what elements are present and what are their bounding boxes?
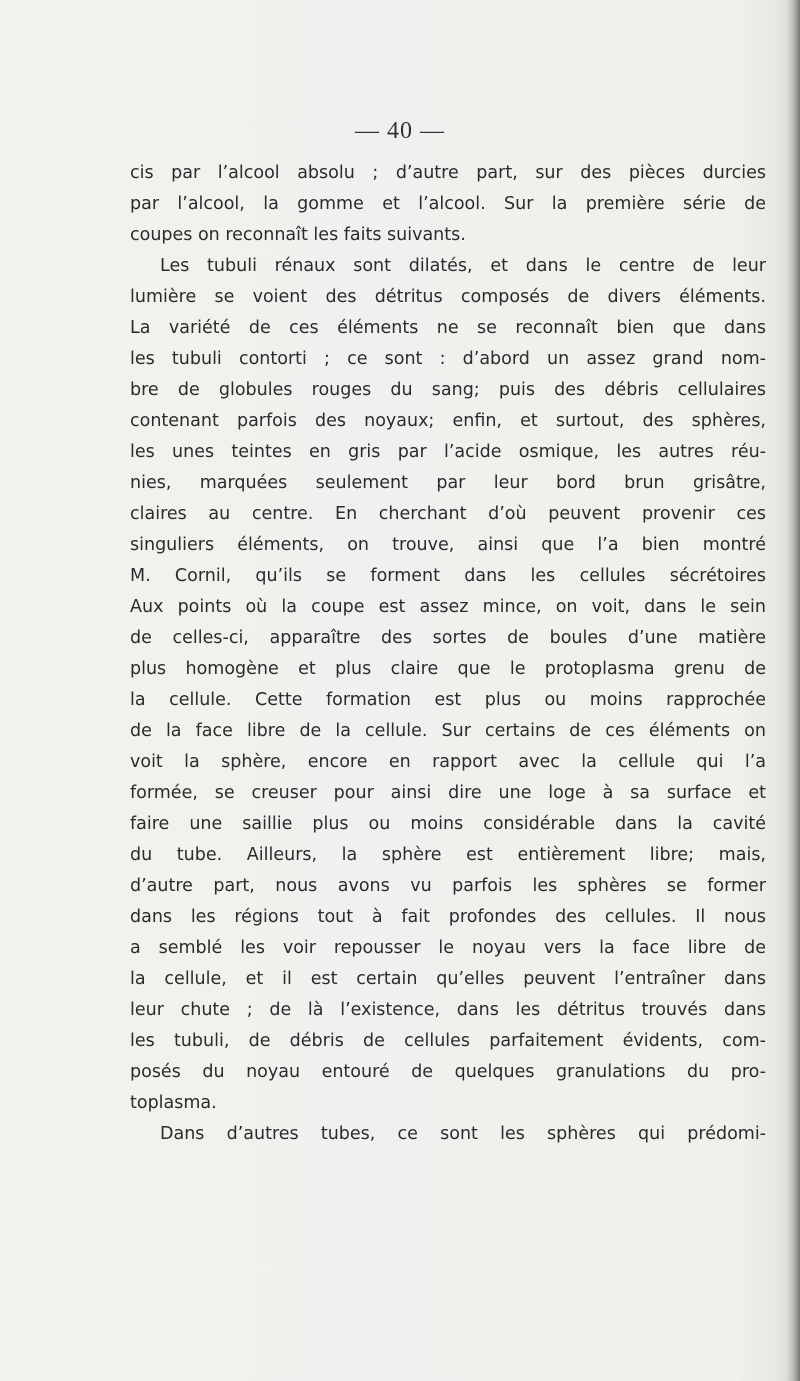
text-line: de la face libre de la cellule. Sur certains de ces éléments on <box>130 721 766 741</box>
text-line: posés du noyau entouré de quelques granulations du pro- <box>130 1062 766 1082</box>
body-text <box>130 158 766 1150</box>
text-line: contenant parfois des noyaux; enfin, et surtout, des sphères, <box>130 411 766 431</box>
text-line: faire une saillie plus ou moins considérable dans la cavité <box>130 814 766 834</box>
text-line: Les tubuli rénaux sont dilatés, et dans le centre de leur <box>160 256 766 276</box>
text-line: La variété de ces éléments ne se reconnaît bien que dans <box>130 318 766 338</box>
text-line: les tubuli contorti ; ce sont : d’abord un assez grand nom- <box>130 349 766 369</box>
text-line: nies, marquées seulement par leur bord brun grisâtre, <box>130 473 766 493</box>
text-line: les tubuli, de débris de cellules parfaitement évidents, com- <box>130 1031 766 1051</box>
text-line: claires au centre. En cherchant d’où peuvent provenir ces <box>130 504 766 524</box>
page-edge-shadow <box>786 0 800 1381</box>
text-line: toplasma. <box>130 1093 217 1113</box>
text-line: a semblé les voir repousser le noyau vers la face libre de <box>130 938 766 958</box>
text-line: Aux points où la coupe est assez mince, on voit, dans le sein <box>130 597 766 617</box>
text-line: par l’alcool, la gomme et l’alcool. Sur la première série de <box>130 194 766 214</box>
text-line: plus homogène et plus claire que le protoplasma grenu de <box>130 659 766 679</box>
text-line: bre de globules rouges du sang; puis des débris cellulaires <box>130 380 766 400</box>
text-line: de celles-ci, apparaître des sortes de boules d’une matière <box>130 628 766 648</box>
text-line: lumière se voient des détritus composés de divers éléments. <box>130 287 766 307</box>
text-line: du tube. Ailleurs, la sphère est entièrement libre; mais, <box>130 845 766 865</box>
text-line: Dans d’autres tubes, ce sont les sphères qui prédomi- <box>160 1124 766 1144</box>
page-number: — 40 — <box>355 118 445 144</box>
text-line: leur chute ; de là l’existence, dans les détritus trouvés dans <box>130 1000 766 1020</box>
text-line: dans les régions tout à fait profondes des cellules. Il nous <box>130 907 766 927</box>
text-line: formée, se creuser pour ainsi dire une loge à sa surface et <box>130 783 766 803</box>
text-line: les unes teintes en gris par l’acide osmique, les autres réu- <box>130 442 766 462</box>
text-line: singuliers éléments, on trouve, ainsi que l’a bien montré <box>130 535 766 555</box>
text-line: la cellule. Cette formation est plus ou moins rapprochée <box>130 690 766 710</box>
text-line: la cellule, et il est certain qu’elles peuvent l’entraîner dans <box>130 969 766 989</box>
text-line: d’autre part, nous avons vu parfois les sphères se former <box>130 876 766 896</box>
text-line: M. Cornil, qu’ils se forment dans les cellules sécrétoires <box>130 566 766 586</box>
text-line: voit la sphère, encore en rapport avec la cellule qui l’a <box>130 752 766 772</box>
text-line: cis par l’alcool absolu ; d’autre part, sur des pièces durcies <box>130 163 766 183</box>
text-line: coupes on reconnaît les faits suivants. <box>130 225 466 245</box>
